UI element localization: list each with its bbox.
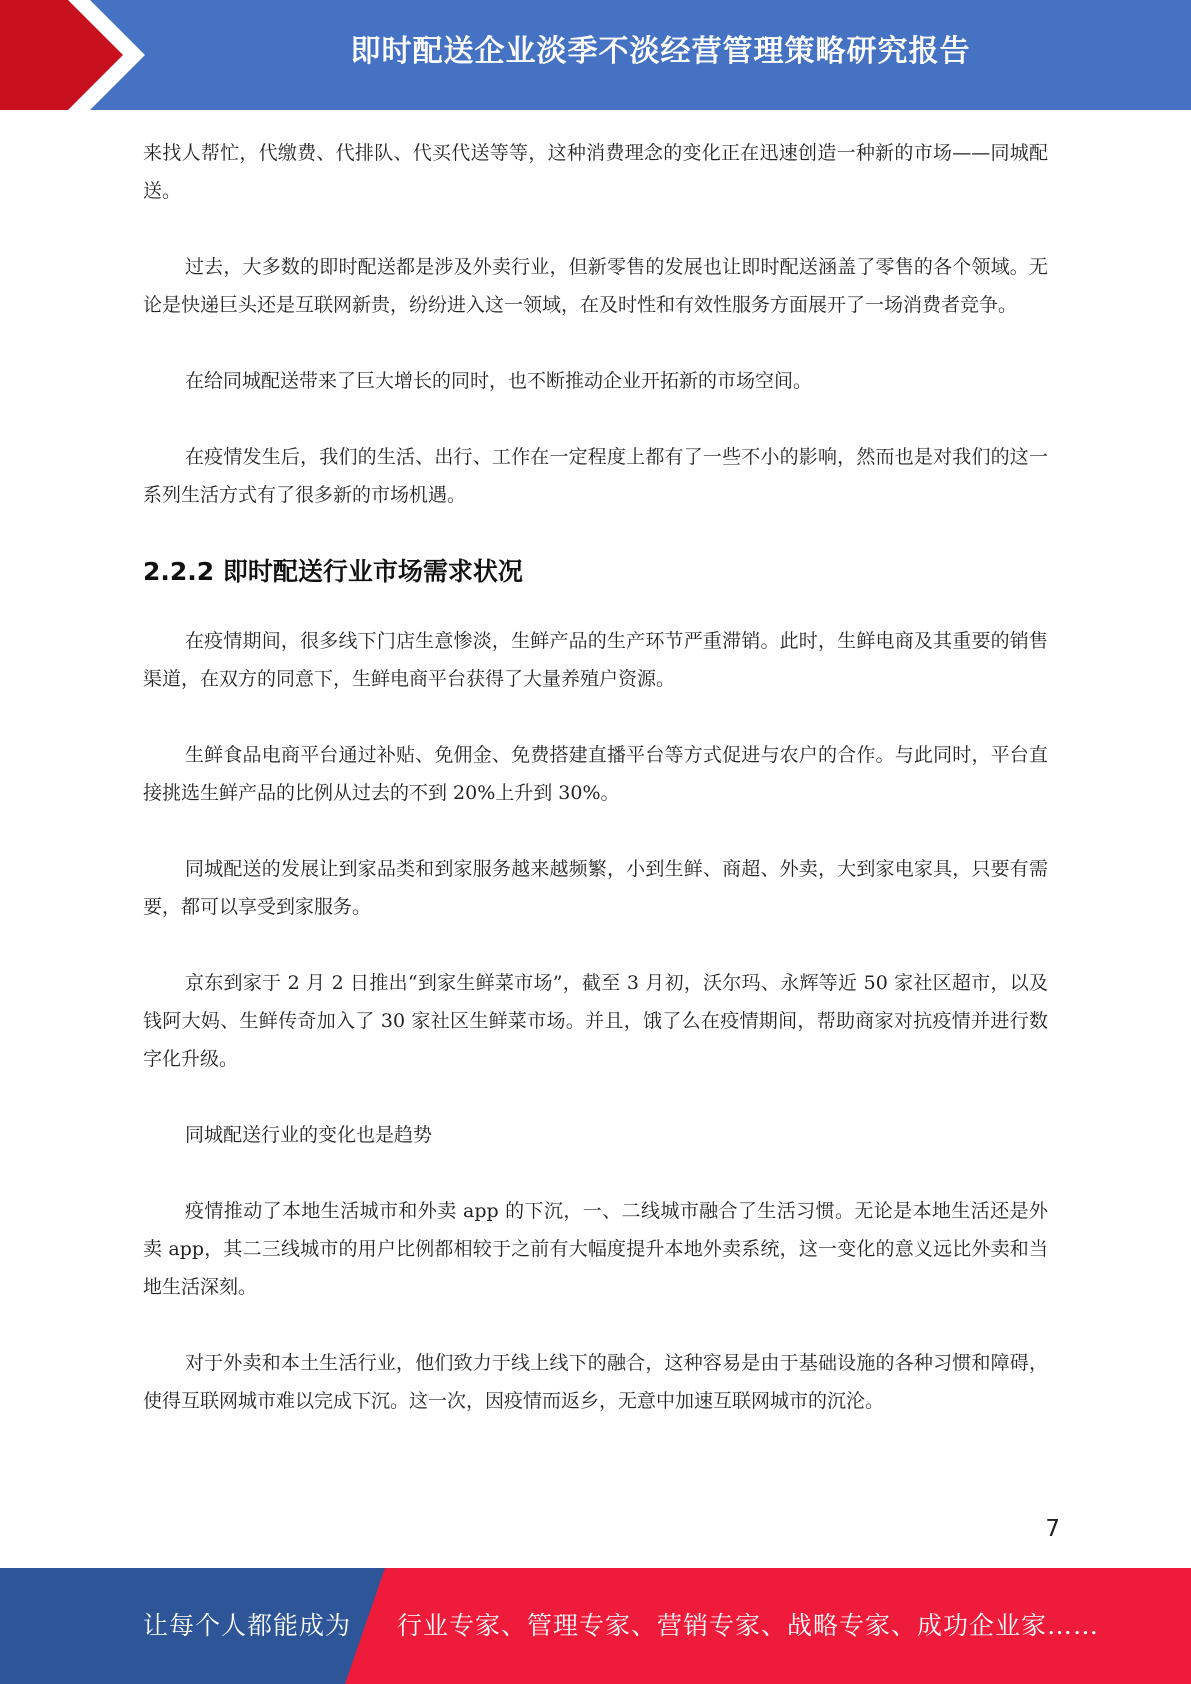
footer-slogan-right: 行业专家、管理专家、营销专家、战略专家、成功企业家……	[397, 1611, 1100, 1640]
paragraph: 在疫情期间，很多线下门店生意惨淡，生鲜产品的生产环节严重滞销。此时，生鲜电商及其重要的销售渠道，在双方的同意下，生鲜电商平台获得了大量养殖户资源。	[143, 630, 1048, 690]
paragraph: 生鲜食品电商平台通过补贴、免佣金、免费搭建直播平台等方式促进与农户的合作。与此同时，平台直接挑选生鲜产品的比例从过去的不到 20%上升到 30%。	[143, 744, 1048, 804]
paragraph: 同城配送行业的变化也是趋势	[185, 1124, 433, 1146]
header-title: 即时配送企业淡季不淡经营管理策略研究报告	[350, 34, 971, 69]
document-body	[143, 134, 1048, 1458]
paragraph: 疫情推动了本地生活城市和外卖 app 的下沉，一、二线城市融合了生活习惯。无论是本地生活还是外卖 app，其二三线城市的用户比例都相较于之前有大幅度提升本地外卖系统，这一变化的意义远比外卖和当地生活深刻。	[143, 1200, 1048, 1298]
footer-slogan-left: 让每个人都能成为	[143, 1611, 352, 1640]
paragraph: 在疫情发生后，我们的生活、出行、工作在一定程度上都有了一些不小的影响，然而也是对我们的这一系列生活方式有了很多新的市场机遇。	[143, 446, 1048, 506]
paragraph: 京东到家于 2 月 2 日推出“到家生鲜菜市场”，截至 3 月初，沃尔玛、永辉等近 50 家社区超市，以及钱阿大妈、生鲜传奇加入了 30 家社区生鲜菜市场。并且，饿了么在疫情期间，帮助商家对抗疫情并进行数字化升级。	[143, 972, 1048, 1070]
paragraph: 同城配送的发展让到家品类和到家服务越来越频繁，小到生鲜、商超、外卖，大到家电家具，只要有需要，都可以享受到家服务。	[143, 858, 1048, 918]
header-banner	[0, 0, 1191, 110]
paragraph: 过去，大多数的即时配送都是涉及外卖行业，但新零售的发展也让即时配送涵盖了零售的各个领域。无论是快递巨头还是互联网新贵，纷纷进入这一领域，在及时性和有效性服务方面展开了一场消费者竞争。	[143, 256, 1048, 316]
paragraph: 来找人帮忙，代缴费、代排队、代买代送等等，这种消费理念的变化正在迅速创造一种新的市场——同城配送。	[143, 142, 1048, 202]
section-heading: 2.2.2 即时配送行业市场需求状况	[143, 557, 523, 586]
paragraph: 在给同城配送带来了巨大增长的同时，也不断推动企业开拓新的市场空间。	[185, 370, 813, 392]
header-arrow-decoration	[0, 0, 150, 110]
paragraph: 对于外卖和本土生活行业，他们致力于线上线下的融合，这种容易是由于基础设施的各种习惯和障碍，使得互联网城市难以完成下沉。这一次，因疫情而返乡，无意中加速互联网城市的沉沦。	[143, 1352, 1048, 1412]
page-number: 7	[1045, 1516, 1060, 1542]
footer-banner	[0, 1568, 1191, 1684]
